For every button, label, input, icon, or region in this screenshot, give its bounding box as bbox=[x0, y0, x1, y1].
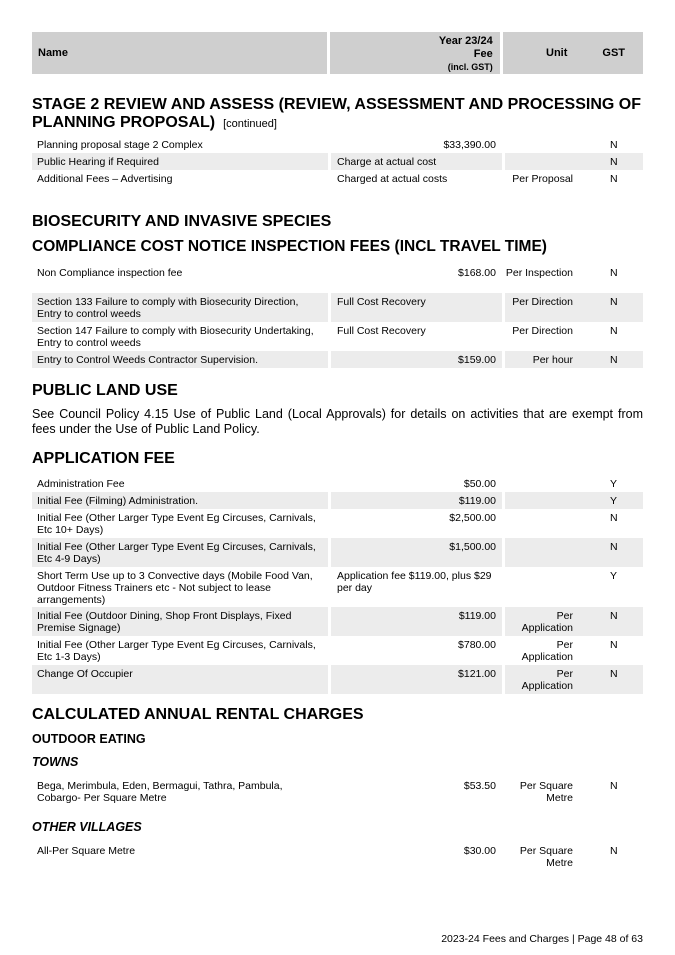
row-name: Public Hearing if Required bbox=[32, 153, 328, 170]
table-row bbox=[32, 636, 643, 665]
row-name: Section 133 Failure to comply with Biosecurity Direction, Entry to control weeds bbox=[32, 293, 328, 322]
header-fee bbox=[330, 32, 500, 74]
row-gst: N bbox=[577, 665, 643, 694]
row-unit: Per Application bbox=[521, 639, 573, 663]
row-gst: N bbox=[577, 153, 643, 170]
row-fee: $53.50 bbox=[463, 780, 496, 792]
table-row bbox=[32, 842, 643, 872]
row-gst: N bbox=[610, 845, 618, 857]
row-gst: N bbox=[610, 780, 618, 792]
row-fee: Full Cost Recovery bbox=[331, 293, 502, 322]
row-unit: Per Application bbox=[505, 607, 577, 636]
row-unit: Per hour bbox=[505, 351, 577, 368]
row-unit bbox=[505, 509, 577, 538]
table-row bbox=[32, 777, 643, 807]
row-unit: Per Inspection bbox=[505, 267, 573, 279]
row-fee: Full Cost Recovery bbox=[337, 325, 426, 337]
row-gst: Y bbox=[610, 478, 618, 490]
other-villages-heading: OTHER VILLAGES bbox=[32, 820, 142, 834]
row-gst: N bbox=[610, 267, 618, 279]
row-gst: N bbox=[610, 639, 618, 651]
row-fee: Charge at actual cost bbox=[331, 153, 502, 170]
row-unit bbox=[505, 475, 577, 492]
row-gst: N bbox=[610, 139, 618, 151]
rental-title: CALCULATED ANNUAL RENTAL CHARGES bbox=[32, 706, 364, 723]
row-gst: N bbox=[577, 293, 643, 322]
table-row bbox=[32, 170, 643, 200]
row-unit bbox=[505, 153, 577, 170]
row-unit bbox=[505, 538, 577, 567]
table-row bbox=[32, 351, 643, 368]
row-gst: N bbox=[577, 538, 643, 567]
row-fee: $33,390.00 bbox=[443, 139, 496, 151]
application-title: APPLICATION FEE bbox=[32, 450, 175, 467]
table-row bbox=[32, 607, 643, 636]
row-name: Initial Fee (Other Larger Type Event Eg Circuses, Carnivals, Etc 1-3 Days) bbox=[37, 639, 316, 663]
row-unit: Per Application bbox=[505, 665, 577, 694]
row-fee: $119.00 bbox=[331, 607, 502, 636]
row-name: Initial Fee (Filming) Administration. bbox=[32, 492, 328, 509]
table-row bbox=[32, 665, 643, 694]
header-fee-incl: (incl. GST) bbox=[447, 62, 493, 72]
table-row bbox=[32, 538, 643, 567]
row-fee: $168.00 bbox=[458, 267, 496, 279]
row-name: Bega, Merimbula, Eden, Bermagui, Tathra, Pambula, Cobargo- Per Square Metre bbox=[37, 780, 283, 804]
table-row bbox=[32, 322, 643, 351]
stage2-title-text: STAGE 2 REVIEW AND ASSESS (REVIEW, ASSESSMENT AND PROCESSING OF PLANNING PROPOSAL) bbox=[32, 96, 641, 131]
table-row bbox=[32, 264, 643, 293]
outdoor-eating-heading: OUTDOOR EATING bbox=[32, 732, 146, 746]
row-unit bbox=[505, 136, 577, 153]
row-gst: N bbox=[610, 173, 618, 185]
row-name: All-Per Square Metre bbox=[37, 845, 136, 857]
table-row bbox=[32, 509, 643, 538]
header-name: Name bbox=[32, 32, 327, 74]
row-fee: $780.00 bbox=[458, 639, 496, 651]
biosecurity-title: BIOSECURITY AND INVASIVE SPECIES bbox=[32, 213, 332, 230]
towns-heading: TOWNS bbox=[32, 755, 79, 769]
public-land-paragraph: See Council Policy 4.15 Use of Public Land (Local Approvals) for details on activities that are exempt from fees under the Use of Public Land Policy. bbox=[32, 407, 643, 436]
row-unit bbox=[505, 492, 577, 509]
row-name: Non Compliance inspection fee bbox=[37, 267, 183, 279]
table-header bbox=[32, 32, 643, 74]
stage2-title bbox=[32, 96, 643, 133]
row-name: Initial Fee (Outdoor Dining, Shop Front Displays, Fixed Premise Signage) bbox=[32, 607, 328, 636]
header-unit: Unit bbox=[546, 47, 568, 59]
public-land-title: PUBLIC LAND USE bbox=[32, 382, 178, 399]
row-fee: $1,500.00 bbox=[331, 538, 502, 567]
row-name: Short Term Use up to 3 Convective days (Mobile Food Van, Outdoor Fitness Trainers etc - Not subject to lease arrangements) bbox=[37, 570, 313, 606]
row-name: Administration Fee bbox=[37, 478, 125, 490]
table-row bbox=[32, 153, 643, 170]
row-unit: Per Square Metre bbox=[519, 845, 573, 869]
header-fee-label: Fee bbox=[473, 48, 493, 60]
row-fee: $119.00 bbox=[331, 492, 502, 509]
row-name: Planning proposal stage 2 Complex bbox=[37, 139, 203, 151]
row-fee: $30.00 bbox=[463, 845, 496, 857]
row-gst: Y bbox=[577, 492, 643, 509]
row-fee: Application fee $119.00, plus $29 per day bbox=[337, 570, 492, 594]
table-row bbox=[32, 567, 643, 607]
row-gst: N bbox=[610, 325, 618, 337]
row-gst: N bbox=[610, 512, 618, 524]
row-name: Section 147 Failure to comply with Biosecurity Undertaking, Entry to control weeds bbox=[37, 325, 314, 349]
table-row bbox=[32, 475, 643, 492]
row-fee: $121.00 bbox=[331, 665, 502, 694]
row-fee: Charged at actual costs bbox=[337, 173, 448, 185]
row-unit: Per Square Metre bbox=[519, 780, 573, 804]
row-gst: Y bbox=[610, 570, 618, 582]
header-fee-year: Year 23/24 bbox=[438, 35, 493, 47]
header-unit-gst bbox=[503, 32, 643, 74]
table-row bbox=[32, 492, 643, 509]
continued-label: [continued] bbox=[223, 118, 277, 130]
row-name: Initial Fee (Other Larger Type Event Eg Circuses, Carnivals, Etc 4-9 Days) bbox=[32, 538, 328, 567]
row-fee: $50.00 bbox=[463, 478, 496, 490]
row-gst: N bbox=[577, 351, 643, 368]
row-name: Change Of Occupier bbox=[32, 665, 328, 694]
row-name: Additional Fees – Advertising bbox=[37, 173, 173, 185]
row-fee: $159.00 bbox=[331, 351, 502, 368]
table-row bbox=[32, 293, 643, 322]
row-fee: $2,500.00 bbox=[449, 512, 496, 524]
row-unit: Per Direction bbox=[512, 325, 573, 337]
page-footer: 2023-24 Fees and Charges | Page 48 of 63 bbox=[441, 933, 643, 945]
row-unit bbox=[505, 567, 577, 607]
row-name: Entry to Control Weeds Contractor Supervision. bbox=[32, 351, 328, 368]
header-gst: GST bbox=[602, 47, 626, 59]
table-row bbox=[32, 136, 643, 153]
row-unit: Per Direction bbox=[505, 293, 577, 322]
compliance-subtitle: COMPLIANCE COST NOTICE INSPECTION FEES (INCL TRAVEL TIME) bbox=[32, 238, 547, 255]
row-unit: Per Proposal bbox=[512, 173, 573, 185]
row-gst: N bbox=[577, 607, 643, 636]
row-name: Initial Fee (Other Larger Type Event Eg Circuses, Carnivals, Etc 10+ Days) bbox=[37, 512, 316, 536]
